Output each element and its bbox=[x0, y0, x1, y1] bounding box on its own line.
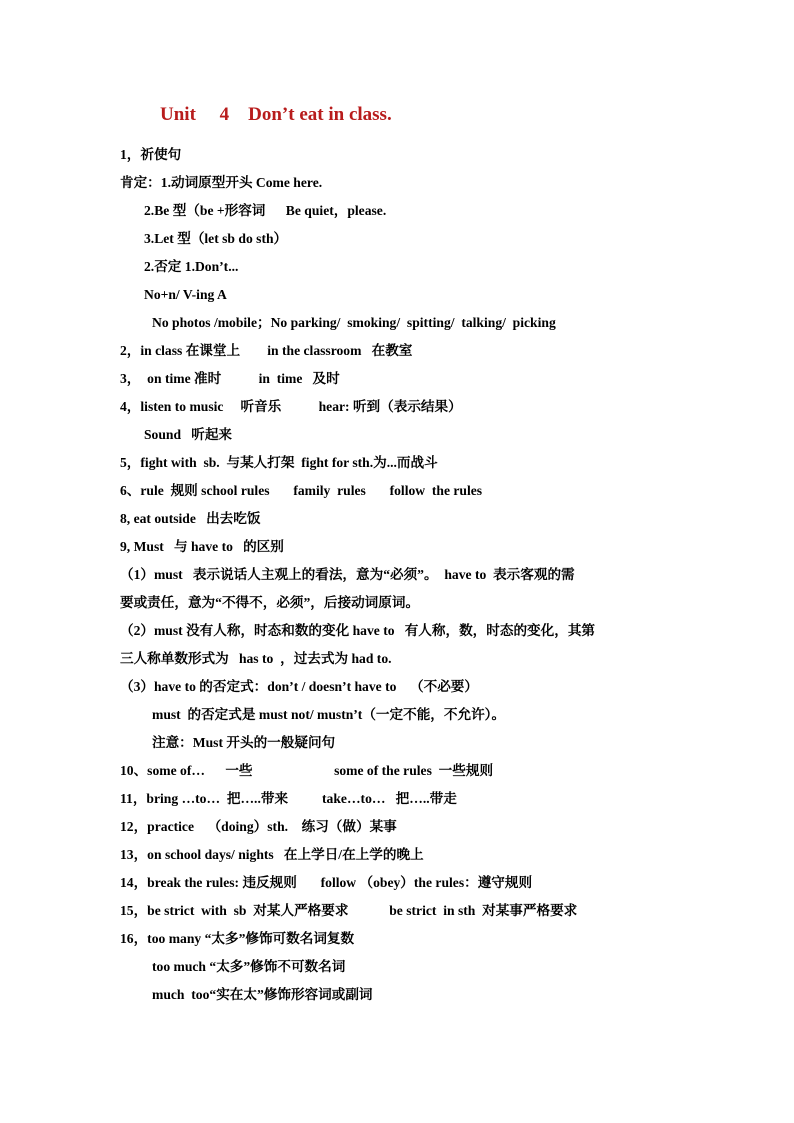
text-line: 8, eat outside 出去吃饭 bbox=[120, 511, 261, 526]
text-line: （2）must 没有人称，时态和数的变化 have to 有人称，数，时态的变化，其第 bbox=[120, 623, 596, 638]
text-line: 3， on time 准时 in time 及时 bbox=[120, 371, 340, 386]
text-line: much too“实在太”修饰形容词或副词 bbox=[152, 987, 373, 1002]
text-line: No photos /mobile；No parking/ smoking/ spitting/ talking/ picking bbox=[152, 315, 556, 330]
text-line: 注意：Must 开头的一般疑问句 bbox=[152, 735, 336, 750]
text-line: 15，be strict with sb 对某人严格要求 be strict in sth 对某事严格要求 bbox=[120, 903, 578, 918]
text-line: （3）have to 的否定式：don’t / doesn’t have to （不必要） bbox=[120, 679, 478, 694]
text-line: （1）must 表示说话人主观上的看法，意为“必须”。 have to 表示客观的需 bbox=[120, 567, 575, 582]
document-title: Unit 4 Don’t eat in class. bbox=[160, 104, 392, 125]
text-line: 2，in class 在课堂上 in the classroom 在教室 bbox=[120, 343, 413, 358]
text-line: 3.Let 型（let sb do sth） bbox=[144, 231, 288, 246]
text-line: Sound 听起来 bbox=[144, 427, 233, 442]
text-line: 14，break the rules: 违反规则 follow （obey）the rules：遵守规则 bbox=[120, 875, 533, 890]
text-line: 肯定：1.动词原型开头 Come here. bbox=[120, 175, 323, 190]
text-line: 要或责任，意为“不得不，必须”，后接动词原词。 bbox=[120, 595, 420, 610]
text-line: 三人称单数形式为 has to ，过去式为 had to. bbox=[120, 651, 392, 666]
text-line: 16，too many “太多”修饰可数名词复数 bbox=[120, 931, 355, 946]
text-line: 12，practice （doing）sth. 练习（做）某事 bbox=[120, 819, 397, 834]
text-line: 1，祈使句 bbox=[120, 147, 182, 162]
text-line: 9, Must 与 have to 的区别 bbox=[120, 539, 284, 554]
text-line: 5，fight with sb. 与某人打架 fight for sth.为...而战斗 bbox=[120, 455, 438, 470]
text-line: 11，bring …to… 把…..带来 take…to… 把…..带走 bbox=[120, 791, 457, 806]
text-line: must 的否定式是 must not/ mustn’t（一定不能，不允许）。 bbox=[152, 707, 506, 722]
text-line: 10、some of… 一些 some of the rules 一些规则 bbox=[120, 763, 494, 778]
text-line: 2.否定 1.Don’t... bbox=[144, 259, 239, 274]
text-line: 13，on school days/ nights 在上学日/在上学的晚上 bbox=[120, 847, 424, 862]
text-line: too much “太多”修饰不可数名词 bbox=[152, 959, 346, 974]
text-line: No+n/ V-ing A bbox=[144, 287, 227, 302]
text-line: 4，listen to music 听音乐 hear: 听到（表示结果） bbox=[120, 399, 462, 414]
text-line: 6、rule 规则 school rules family rules follow the rules bbox=[120, 483, 483, 498]
text-line: 2.Be 型（be +形容词 Be quiet，please. bbox=[144, 203, 387, 218]
